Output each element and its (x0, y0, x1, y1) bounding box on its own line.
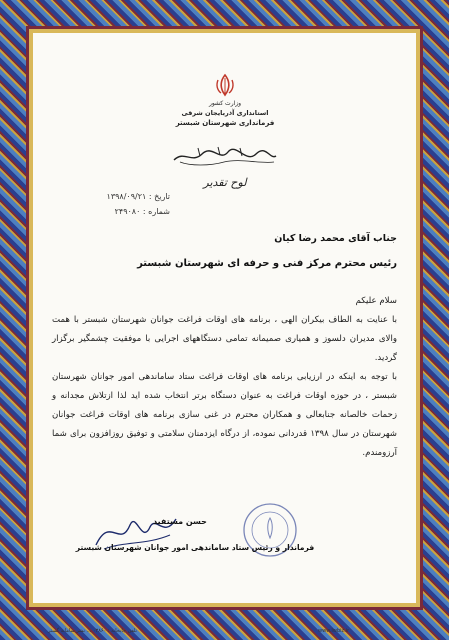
province-label: استانداری آذربایجان شرقی (181, 109, 269, 117)
body-paragraph-1: با عنایت به الطاف بیکران الهی ، برنامه های اوقات فراغت جوانان شهرستان شبستر با همت والای مدیران دلسوز و همیاری صمیمانه تمامی دستگاههای اجرایی با موفقیت چشمگیر برگزار گردید. (52, 315, 397, 363)
signatory-title: فرماندار و رئیس ستاد ساماندهی امور جوانان شهرستان شبستر (75, 543, 315, 552)
county-label: فرمانداری شهرستان شبستر (175, 119, 275, 127)
iran-emblem-icon (212, 72, 238, 98)
ministry-label: وزارت کشور (208, 100, 242, 107)
number-field: شماره : ۲۴۹۰۸۰ (114, 207, 170, 216)
greeting: سلام علیکم (355, 296, 397, 306)
printer-info: تلفن چاپخانه : ۰۳۸۶۰ ... نشر سامانه گستر (48, 628, 137, 634)
recipient-name: جناب آقای محمد رضا کیان (274, 233, 397, 244)
certificate-title: لوح تقدیر (203, 176, 247, 189)
footer-website: www.Iwbiz.ir (318, 628, 350, 634)
bismillah-calligraphy (170, 142, 280, 168)
signatory-name: حسن مستفید (153, 517, 207, 526)
recipient-title: رئیس محترم مرکز فنی و حرفه ای شهرستان شبستر (137, 258, 397, 269)
body-paragraph-2: با توجه به اینکه در ارزیابی برنامه های اوقات فراغت ستاد ساماندهی امور جوانان شهرستان شبستر ، در حوزه اوقات فراغت به عنوان دستگاه برتر انتخاب شده اید لذا ازتلاش مجدانه و زحمات خالصانه جنابعالی و همکاران محترم در غنی سازی برنامه های اوقات فراغت جوانان شهرستان در سال ۱۳۹۸ قدردانی نموده، از درگاه ایزدمنان سلامتی و توفیق روزافزون برای شما آرزومندم. (52, 372, 397, 458)
certificate-body (52, 292, 397, 463)
date-field: تاریخ : ۱۳۹۸/۰۹/۲۱ (106, 192, 170, 201)
